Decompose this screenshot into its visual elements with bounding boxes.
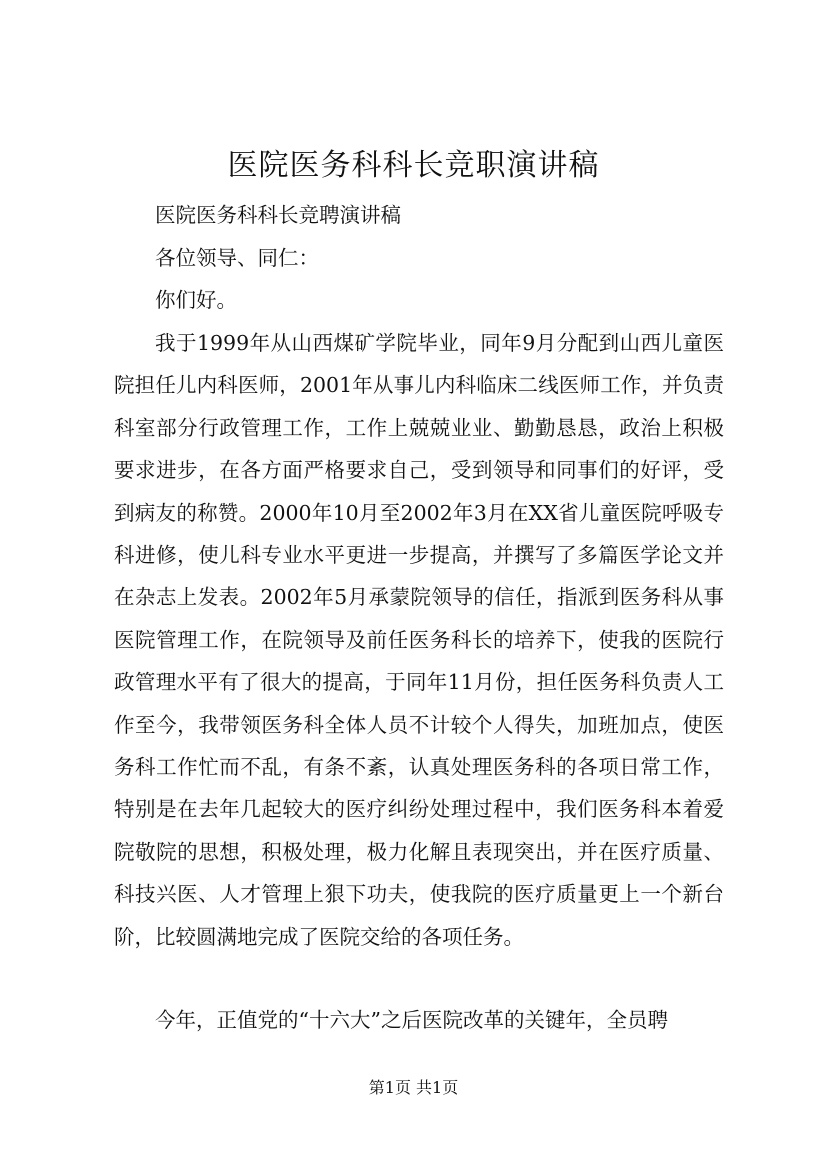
paragraph-subtitle: 医院医务科科长竞聘演讲稿 — [155, 203, 401, 227]
paragraph-body: 我于1999年从山西煤矿学院毕业，同年9月分配到山西儿童医院担任儿内科医师，2001年从事儿内科临床二线医师工作，并负责科室部分行政管理工作，工作上兢兢业业、勤勤恳恳，政治上积极要求进步，在各方面严格要求自己，受到领导和同事们的好评，受到病友的称赞。2000年10月至2002年3月在XX省儿童医院呼吸专科进修，使儿科专业水平更进一步提高，并撰写了多篇医学论文并在杂志上发表。2002年5月承蒙院领导的信任，指派到医务科从事医院管理工作，在院领导及前任医务科长的培养下，使我的医院行政管理水平有了很大的提高，于同年11月份，担任医务科负责人工作至今，我带领医务科全体人员不计较个人得失，加班加点，使医务科工作忙而不乱，有条不紊，认真处理医务科的各项日常工作，特别是在去年几起较大的医疗纠纷处理过程中，我们医务科本着爱院敬院的思想，积极处理，极力化解且表现突出，并在医疗质量、科技兴医、人才管理上狠下功夫，使我院的医疗质量更上一个新台阶，比较圆满地完成了医院交给的各项任务。 — [114, 331, 724, 949]
document-title: 医院医务科科长竞职演讲稿 — [227, 148, 600, 183]
paragraph-continuation: 今年，正值党的“十六大”之后医院改革的关键年，全员聘 — [155, 1008, 668, 1032]
page-footer: 第1页 共1页 — [368, 1078, 459, 1097]
paragraph-salutation: 各位领导、同仁： — [155, 246, 319, 270]
paragraph-greeting: 你们好。 — [155, 288, 237, 312]
